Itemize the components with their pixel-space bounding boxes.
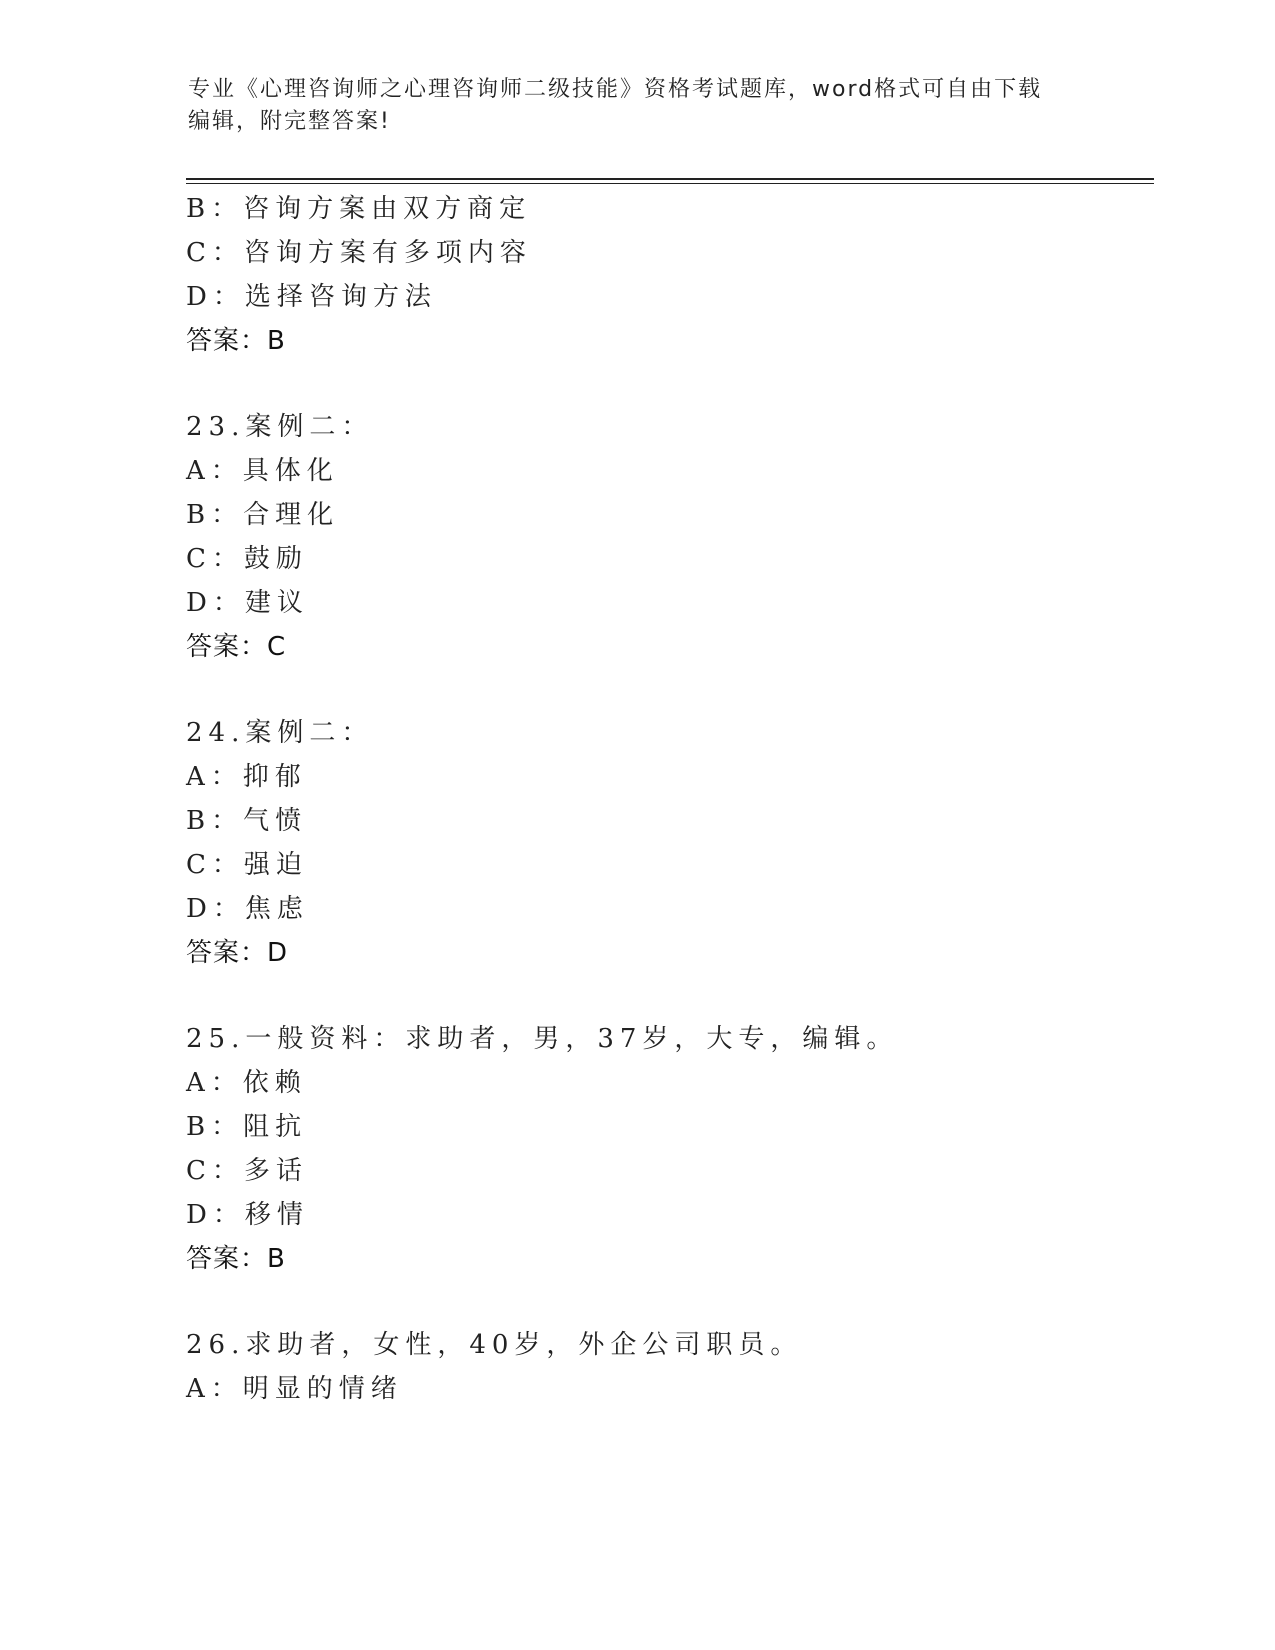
- q22-option-b: B：咨询方案由双方商定: [186, 194, 532, 224]
- q24-option-d: D：焦虑: [186, 894, 309, 924]
- q23-answer: 答案：C: [186, 632, 287, 662]
- q22-answer: 答案：B: [186, 326, 286, 356]
- q24-question: 24.案例二：: [186, 718, 374, 748]
- header-rule-thin: [186, 183, 1154, 184]
- header-rule-thick: [186, 178, 1154, 180]
- q25-question: 25.一般资料：求助者，男，37岁，大专，编辑。: [186, 1024, 899, 1054]
- q23-option-b: B：合理化: [186, 500, 340, 530]
- q24-option-c: C：强迫: [186, 850, 308, 880]
- q26-question: 26.求助者，女性，40岁，外企公司职员。: [186, 1330, 803, 1360]
- q24-option-a: A：抑郁: [186, 762, 307, 792]
- q24-option-b: B：气愤: [186, 806, 308, 836]
- q25-option-a: A：依赖: [186, 1068, 307, 1098]
- header-line-1: 专业《心理咨询师之心理咨询师二级技能》资格考试题库，word格式可自由下载: [188, 77, 1043, 102]
- q23-question: 23.案例二：: [186, 412, 374, 442]
- q25-option-d: D：移情: [186, 1200, 309, 1230]
- document-header: [188, 74, 1088, 138]
- q22-option-c: C：咨询方案有多项内容: [186, 238, 532, 268]
- q26-option-a: A：明显的情绪: [186, 1374, 403, 1404]
- q22-option-d: D：选择咨询方法: [186, 282, 437, 312]
- q25-option-c: C：多话: [186, 1156, 308, 1186]
- q23-option-d: D：建议: [186, 588, 309, 618]
- header-line-2: 编辑，附完整答案!: [188, 109, 391, 134]
- q23-option-a: A：具体化: [186, 456, 339, 486]
- q25-option-b: B：阻抗: [186, 1112, 308, 1142]
- q25-answer: 答案：B: [186, 1244, 286, 1274]
- q24-answer: 答案：D: [186, 938, 289, 968]
- q23-option-c: C：鼓励: [186, 544, 308, 574]
